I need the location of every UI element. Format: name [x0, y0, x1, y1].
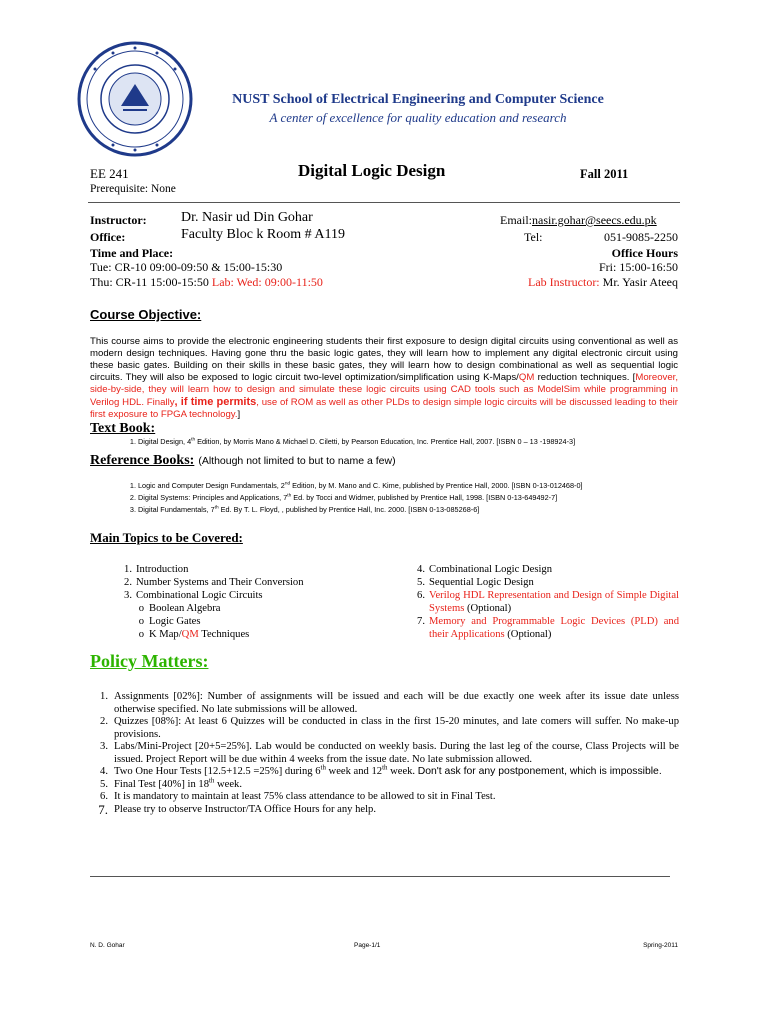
footer-author: N. D. Gohar [90, 942, 125, 949]
school-tagline: A center of excellence for quality education and research [269, 110, 567, 125]
lab-instructor-row [480, 274, 678, 290]
schedule-thu-row [90, 274, 323, 290]
policy-item-5: 5. Final Test [40%] in 18th week. [100, 776, 243, 790]
topic-7: 7. Memory and Programmable Logic Devices (PLD) and their Applications (Optional) [417, 616, 679, 640]
policy-item-4-c: week. [387, 766, 418, 777]
topic-7-text: Memory and Programmable Logic Devices (PLD) and their Applications [429, 616, 679, 640]
tel-value: 051-9085-2250 [604, 230, 678, 244]
topic-6: 6. Verilog HDL Representation and Design of Simple Digital Systems (Optional) [417, 590, 679, 614]
topic-2: 2. Number Systems and Their Conversion [124, 577, 304, 588]
school-name: NUST School of Electrical Engineering and Computer Science [232, 92, 604, 107]
references-note: (Although not limited to but to name a few) [198, 455, 396, 467]
subtopic-1-text: Boolean Algebra [149, 603, 221, 614]
sup-th-1: th [320, 764, 326, 772]
policy-item-5-a: Final Test [40%] in 18 [114, 778, 209, 790]
references-header [90, 451, 396, 469]
subtopic-2-text: Logic Gates [149, 616, 201, 627]
header-divider [88, 202, 680, 203]
email-label: Email: [500, 213, 532, 227]
email-row [500, 212, 657, 228]
subtopic-3-qm: QM [181, 629, 199, 640]
reference-item-1: 1. Logic and Computer Design Fundamentals, 2nd Edition, by M. Mano and C. Kime, published by Prentice Hall, 2000. [ISBN 0-13-012468-0] [129, 481, 583, 490]
time-place-label: Time and Place: [90, 246, 174, 260]
lab-instructor-label: Lab Instructor: [528, 275, 600, 289]
topic-6-optional: (Optional) [464, 603, 512, 614]
policy-item-2-text: Quizzes [08%]: At least 6 Quizzes will be conducted in class in the first 15-20 minutes, and late comers will suffer. No make-up provisions. [114, 716, 679, 740]
topic-2-text: Number Systems and Their Conversion [136, 577, 304, 588]
textbook-heading: Text Book: [90, 421, 156, 436]
office-hours-fri: Fri: 15:00-16:50 [598, 260, 678, 274]
policy-item-3: 3. Labs/Mini-Project [20+5=25%]. Lab would be conducted on weekly basis. During the last leg of the course, Class Projects will be issued. Project Report will be due within 4 weeks from the issue date. No late submission allowed. [100, 741, 679, 765]
objective-text-a: This course aims to provide the electronic engineering students their first exposure to design digital circuits using conventional as well as modern design techniques. Having gone thru the basic logic gates, they will learn how to implement any digital electronic circuit using these basic gates. Building on their skills in these basic gates, they will learn how to design combinational as well as sequential logic circuits. They will also be exposed to logic circuit two-level optimization/simplification using K-Maps/ [90, 336, 678, 383]
instructor-label: Instructor: [90, 213, 147, 227]
topics-left-column [124, 563, 376, 641]
policy-list [98, 691, 679, 817]
office-value: Faculty Bloc k Room # A119 [181, 227, 345, 242]
sup-th-3: th [209, 776, 215, 784]
topics-right-column [417, 563, 679, 641]
objective-text-b: reduction techniques. [ [534, 372, 636, 383]
sup-th-2: th [382, 764, 388, 772]
topic-5: 5. Sequential Logic Design [417, 577, 534, 588]
objective-text-c: ] [237, 409, 241, 420]
university-seal-logo [76, 40, 194, 158]
objective-paragraph [90, 336, 678, 421]
objective-red-b: , use of ROM as well as other PLDs to design simple logic circuits will be discussed leading to their first exposure to FPGA technology. [90, 397, 678, 420]
office-hours-label: Office Hours [611, 246, 678, 260]
schedule-thu: Thu: CR-11 15:00-15:50 [90, 275, 209, 289]
email-link[interactable]: nasir.gohar@seecs.edu.pk [532, 213, 657, 227]
policy-item-6-text: It is mandatory to maintain at least 75% class attendance to be allowed to sit in Final Test. [114, 791, 496, 802]
references-heading: Reference Books: [90, 453, 195, 468]
prerequisite: Prerequisite: None [90, 183, 176, 195]
topic-1-text: Introduction [136, 564, 189, 575]
subtopic-1: o Boolean Algebra [138, 603, 221, 614]
policy-item-6: 6. It is mandatory to maintain at least 75% class attendance to be allowed to sit in Final Test. [100, 791, 496, 802]
footer-page: Page-1/1 [354, 942, 381, 949]
topic-4-text: Combinational Logic Design [429, 564, 552, 575]
objective-red-a: Moreover, side-by-side, they will learn how to design and simulate these logic circuits using CAD tools such as ModelSim while programming in Verilog HDL. Finally [90, 372, 678, 408]
policy-item-5-b: week. [214, 778, 243, 790]
textbook-item-1: 1. Digital Design, 4th Edition, by Morris Mano & Michael D. Ciletti, by Pearson Education, Inc. Prentice Hall, 2007. [ISBN 0 – 13 -198924-3] [129, 437, 576, 446]
reference-item-3: 3. Digital Fundamentals, 7th Ed. By T. L. Floyd, , published by Prentice Hall, Inc. 2000. [ISBN 0-13-085268-6] [129, 505, 480, 514]
instructor-name: Dr. Nasir ud Din Gohar [181, 210, 313, 225]
topic-5-text: Sequential Logic Design [429, 577, 534, 588]
course-code: EE 241 [90, 166, 129, 181]
schedule-tue: Tue: CR-10 09:00-09:50 & 15:00-15:30 [90, 260, 283, 274]
policy-item-4-d: Don't ask for any postponement, which is impossible. [417, 766, 662, 777]
topic-7-optional: (Optional) [504, 629, 552, 640]
subtopic-3-a: K Map/ [149, 629, 182, 640]
topic-1: 1. Introduction [124, 564, 189, 575]
course-title: Digital Logic Design [298, 161, 446, 180]
topic-3-text: Combinational Logic Circuits [136, 590, 263, 601]
topic-3: 3. Combinational Logic Circuits [124, 590, 263, 601]
lab-instructor-name: Mr. Yasir Ateeq [602, 275, 678, 289]
footer-divider [90, 876, 670, 877]
schedule-lab: Lab: Wed: 09:00-11:50 [211, 275, 323, 289]
policy-item-3-text: Labs/Mini-Project [20+5=25%]. Lab would be conducted on weekly basis. During the last leg of the course, Class Projects will be issued. Project Report will be due within 4 weeks from the issue date. No late submission allowed. [114, 741, 679, 765]
objective-heading: Course Objective: [90, 307, 202, 322]
policy-item-7: 7. Please try to observe Instructor/TA Office Hours for any help. [98, 801, 376, 817]
reference-item-2: 2. Digital Systems: Principles and Applications, 7th Ed. by Tocci and Widmer, published by Prentice Hall, 1998. [ISBN 0-13-649492-7] [129, 493, 558, 502]
policy-item-4: 4. Two One Hour Tests [12.5+12.5 =25%] during 6th week and 12th week. Don't ask for any postponement, which is impossible. [100, 764, 662, 777]
policy-item-4-b: week and 12 [325, 766, 383, 777]
topic-6-text: Verilog HDL Representation and Design of Simple Digital Systems [429, 590, 679, 614]
subtopic-2: o Logic Gates [138, 616, 201, 627]
objective-if-time: , if time permits [174, 396, 257, 408]
policy-heading: Policy Matters: [90, 651, 209, 671]
topic-4: 4. Combinational Logic Design [417, 564, 552, 575]
topics-heading: Main Topics to be Covered: [90, 530, 243, 545]
policy-item-7-text: Please try to observe Instructor/TA Office Hours for any help. [114, 803, 376, 815]
policy-item-1: 1. Assignments [02%]: Number of assignments will be issued and each will be due exactly one week after its issue date unless otherwise specified. No late submissions will be allowed. [100, 691, 679, 715]
office-label: Office: [90, 230, 126, 244]
course-term: Fall 2011 [580, 167, 629, 181]
policy-item-1-text: Assignments [02%]: Number of assignments will be issued and each will be due exactly one week after its issue date unless otherwise specified. No late submissions will be allowed. [114, 691, 679, 715]
subtopic-3-b: Techniques [198, 629, 250, 640]
subtopic-3: o K Map/QM Techniques [138, 629, 250, 640]
policy-item-4-a: Two One Hour Tests [12.5+12.5 =25%] during 6 [114, 766, 321, 777]
policy-item-2: 2. Quizzes [08%]: At least 6 Quizzes will be conducted in class in the first 15-20 minutes, and late comers will suffer. No make-up provisions. [100, 716, 679, 740]
objective-qm: QM [518, 372, 535, 383]
footer-term: Spring-2011 [643, 942, 678, 949]
tel-label: Tel: [524, 230, 543, 244]
